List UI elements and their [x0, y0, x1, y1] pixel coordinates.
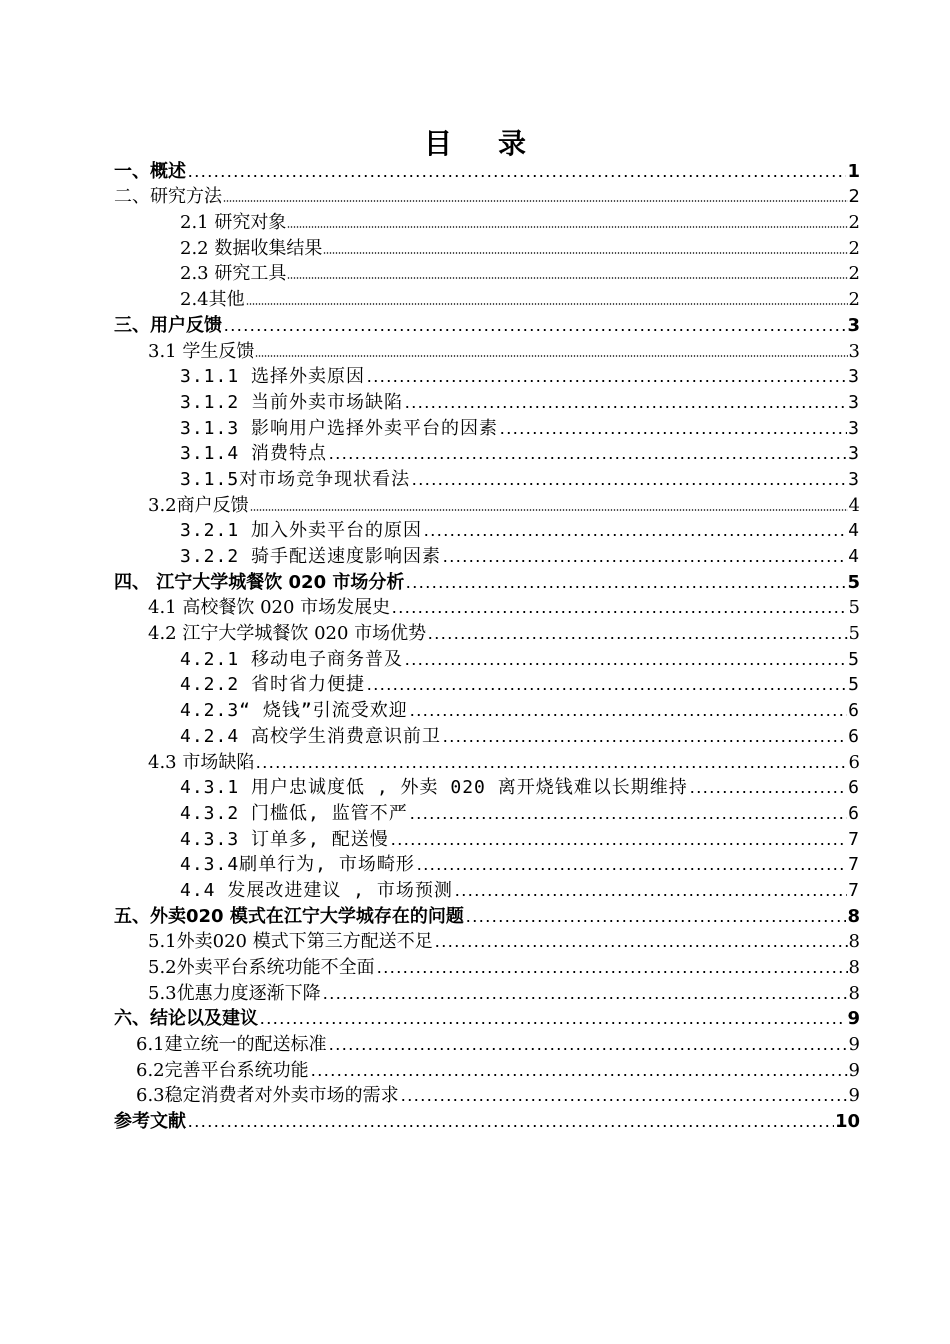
- toc-entry-text: 3.1.1 选择外卖原因: [180, 366, 366, 388]
- toc-title-part1: 目: [423, 127, 452, 160]
- toc-entry[interactable]: [114, 517, 860, 543]
- toc-entry-page-number: 3: [848, 468, 860, 490]
- toc-entry-page-number: 9: [848, 1085, 860, 1107]
- toc-entry-page-number: 7: [848, 879, 860, 901]
- toc-entry[interactable]: [114, 1030, 860, 1056]
- toc-entry[interactable]: [114, 619, 860, 645]
- toc-entry-text: 6.3稳定消费者对外卖市场的需求: [136, 1085, 399, 1107]
- toc-entry-text: 4.3.3 订单多, 配送慢: [180, 828, 389, 850]
- dot-leader: [366, 682, 847, 692]
- toc-entry-text: 参考文献: [114, 1111, 186, 1133]
- toc-entry-page-number: 3: [848, 417, 860, 439]
- toc-entry-page-number: 8: [847, 905, 860, 927]
- dot-leader: [322, 991, 848, 1001]
- toc-entry-text: 一、概述: [114, 160, 186, 182]
- toc-entry-text: 6.2完善平台系统功能: [136, 1059, 309, 1081]
- dot-leader: [323, 246, 847, 256]
- dot-leader: [255, 349, 847, 359]
- toc-entry-page-number: 5: [848, 648, 860, 670]
- dot-leader: [442, 554, 847, 564]
- dot-leader: [411, 477, 847, 487]
- toc-entry-text: 2.3 研究工具: [180, 263, 287, 285]
- toc-entry-page-number: 5: [847, 571, 860, 593]
- toc-entry[interactable]: [114, 465, 860, 491]
- toc-entry[interactable]: [114, 953, 860, 979]
- toc-entry-text: 2.2 数据收集结果: [180, 237, 323, 259]
- toc-entry[interactable]: [114, 1082, 860, 1108]
- toc-entry[interactable]: [114, 491, 860, 517]
- toc-entry-page-number: 8: [848, 957, 860, 978]
- toc-entry[interactable]: [114, 851, 860, 877]
- toc-entry-text: 4.3.2 门槛低, 监管不严: [180, 802, 408, 824]
- toc-entry-page-number: 2: [848, 212, 860, 234]
- toc-entry-text: 4.2.2 省时省力便捷: [180, 674, 366, 696]
- toc-entry-text: 四、 江宁大学城餐饮 020 市场分析: [114, 571, 405, 593]
- dot-leader: [409, 811, 847, 821]
- toc-entry-page-number: 2: [848, 186, 860, 208]
- toc-entry-text: 3.2商户反馈: [148, 494, 249, 516]
- toc-entry-page-number: 9: [847, 1008, 860, 1030]
- toc-entry-page-number: 2: [848, 289, 860, 311]
- toc-entry[interactable]: [114, 645, 860, 671]
- toc-entry[interactable]: [114, 542, 860, 568]
- toc-entry[interactable]: [114, 979, 860, 1005]
- toc-entry[interactable]: [114, 1005, 860, 1031]
- dot-leader: [366, 374, 847, 384]
- toc-entry-page-number: 4: [848, 546, 860, 567]
- toc-entry[interactable]: [114, 568, 860, 594]
- toc-entry[interactable]: [114, 671, 860, 697]
- dot-leader: [223, 323, 846, 333]
- toc-entry-page-number: 6: [848, 700, 860, 722]
- toc-entry-text: 2.1 研究对象: [180, 212, 287, 234]
- toc-entry[interactable]: [114, 414, 860, 440]
- toc-entry-text: 3.1.4 消费特点: [180, 443, 328, 465]
- dot-leader: [310, 1068, 848, 1078]
- toc-title-part2: 录: [498, 127, 527, 160]
- toc-entry-page-number: 4: [848, 520, 860, 542]
- toc-entry[interactable]: [114, 208, 860, 234]
- dot-leader: [250, 503, 848, 513]
- toc-entry-text: 5.3优惠力度逐渐下降: [148, 982, 321, 1004]
- toc-entry-page-number: 4: [848, 494, 860, 516]
- toc-entry-text: 4.2.1 移动电子商务普及: [180, 648, 404, 670]
- toc-entry-text: 五、外卖020 模式在江宁大学城存在的问题: [114, 905, 464, 927]
- toc-entry-page-number: 1: [847, 160, 860, 182]
- toc-entry-page-number: 3: [847, 314, 860, 336]
- toc-entry-page-number: 3: [848, 443, 860, 465]
- dot-leader: [689, 785, 847, 795]
- toc-entry-page-number: 6: [848, 777, 860, 799]
- dot-leader: [405, 580, 846, 590]
- dot-leader: [434, 939, 848, 949]
- dot-leader: [404, 657, 847, 667]
- toc-entry[interactable]: [114, 388, 860, 414]
- toc-entry-text: 3.1.3 影响用户选择外卖平台的因素: [180, 417, 499, 439]
- toc-entry-text: 六、结论以及建议: [114, 1008, 258, 1030]
- toc-entry-page-number: 5: [848, 597, 860, 619]
- toc-entry-text: 3.1.2 当前外卖市场缺陷: [180, 391, 404, 413]
- toc-entry[interactable]: [114, 1107, 860, 1133]
- toc-entry[interactable]: [114, 311, 860, 337]
- toc-entry[interactable]: [114, 363, 860, 389]
- dot-leader: [259, 1016, 846, 1026]
- dot-leader: [255, 760, 847, 770]
- dot-leader: [416, 862, 847, 872]
- toc-entry[interactable]: [114, 722, 860, 748]
- dot-leader: [391, 605, 847, 615]
- toc-entry-page-number: 6: [848, 751, 860, 773]
- dot-leader: [465, 914, 847, 924]
- toc-entry[interactable]: [114, 748, 860, 774]
- dot-leader: [328, 1042, 848, 1052]
- toc-entry[interactable]: [114, 260, 860, 286]
- toc-entry-text: 6.1建立统一的配送标准: [136, 1034, 327, 1056]
- toc-entry-page-number: 7: [848, 828, 860, 850]
- toc-entry[interactable]: [114, 1056, 860, 1082]
- toc-entry-page-number: 6: [848, 802, 860, 824]
- toc-entry-page-number: 5: [848, 623, 860, 645]
- dot-leader: [187, 1119, 834, 1129]
- toc-entry-page-number: 8: [848, 982, 860, 1004]
- toc-entry[interactable]: [114, 902, 860, 928]
- toc-entry-page-number: 9: [848, 1034, 860, 1056]
- dot-leader: [187, 169, 846, 179]
- dot-leader: [328, 451, 847, 461]
- toc-entry[interactable]: [114, 234, 860, 260]
- toc-entry-text: 4.4 发展改进建议 , 市场预测: [180, 879, 453, 901]
- toc-entry-text: 三、用户反馈: [114, 314, 222, 336]
- toc-entry-text: 4.3.1 用户忠诚度低 , 外卖 020 离开烧钱难以长期维持: [180, 777, 688, 799]
- dot-leader: [442, 734, 847, 744]
- dot-leader: [400, 1093, 848, 1103]
- toc-entry[interactable]: [114, 696, 860, 722]
- dot-leader: [499, 426, 847, 436]
- dot-leader: [427, 631, 847, 641]
- toc-entry[interactable]: [114, 337, 860, 363]
- toc-entry-page-number: 9: [848, 1059, 860, 1081]
- toc-entry-page-number: 10: [834, 1111, 860, 1133]
- toc-entry-page-number: 3: [848, 391, 860, 413]
- toc-entry-page-number: 2: [848, 263, 860, 285]
- dot-leader: [287, 271, 847, 281]
- toc-entry[interactable]: [114, 774, 860, 800]
- toc-entry-page-number: 5: [848, 674, 860, 696]
- toc-entry-page-number: 7: [848, 854, 860, 876]
- toc-entry[interactable]: [114, 799, 860, 825]
- toc-entry-text: 4.2.3“ 烧钱”引流受欢迎: [180, 700, 408, 722]
- toc-entry-text: 4.2.4 高校学生消费意识前卫: [180, 725, 442, 747]
- toc-entry[interactable]: [114, 285, 860, 311]
- toc-entry-text: 3.1.5对市场竞争现状看法: [180, 468, 411, 490]
- toc-entry-text: 二、研究方法: [114, 186, 222, 208]
- toc-entry-text: 2.4其他: [180, 289, 245, 311]
- toc-entry-text: 3.2.1 加入外卖平台的原因: [180, 520, 423, 542]
- dot-leader: [287, 220, 847, 230]
- toc-entry-page-number: 2: [848, 237, 860, 259]
- toc-entry-text: 4.3.4刷单行为, 市场畸形: [180, 854, 415, 876]
- toc-entry-page-number: 6: [848, 725, 860, 747]
- dot-leader: [376, 965, 848, 975]
- dot-leader: [423, 528, 847, 538]
- dot-leader: [409, 708, 847, 718]
- toc-entry[interactable]: [114, 876, 860, 902]
- toc-entry[interactable]: [114, 825, 860, 851]
- dot-leader: [390, 837, 847, 847]
- toc-entry-text: 3.2.2 骑手配送速度影响因素: [180, 546, 442, 567]
- toc-entry-text: 4.3 市场缺陷: [148, 751, 255, 773]
- dot-leader: [454, 888, 847, 898]
- toc-entry[interactable]: [114, 183, 860, 209]
- dot-leader: [246, 297, 848, 307]
- toc-entry[interactable]: [114, 594, 860, 620]
- toc-entry-page-number: 3: [848, 366, 860, 388]
- toc-list: [114, 157, 860, 1133]
- dot-leader: [404, 400, 847, 410]
- toc-entry-text: 4.2 江宁大学城餐饮 020 市场优势: [148, 623, 427, 645]
- toc-entry-text: 3.1 学生反馈: [148, 340, 255, 362]
- toc-entry-text: 4.1 高校餐饮 020 市场发展史: [148, 597, 391, 619]
- toc-entry-text: 5.1外卖020 模式下第三方配送不足: [148, 931, 433, 953]
- toc-entry[interactable]: [114, 440, 860, 466]
- dot-leader: [223, 194, 848, 204]
- toc-entry[interactable]: [114, 157, 860, 183]
- toc-entry-text: 5.2外卖平台系统功能不全面: [148, 957, 375, 978]
- toc-entry[interactable]: [114, 928, 860, 954]
- toc-entry-page-number: 3: [848, 340, 860, 362]
- toc-entry-page-number: 8: [848, 931, 860, 953]
